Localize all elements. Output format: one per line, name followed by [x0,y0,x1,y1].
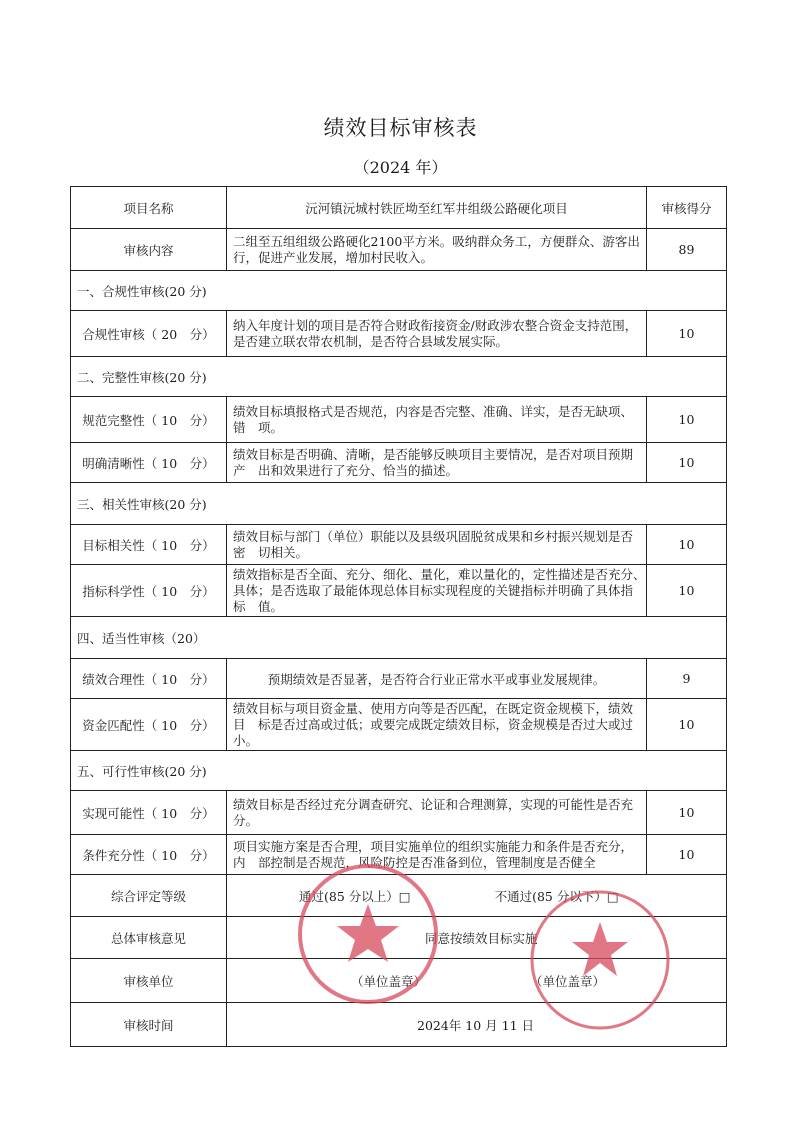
review-content-label: 审核内容 [71,229,227,271]
seal-placeholder: （单位盖章） [351,973,427,989]
criterion-score: 10 [647,311,727,357]
criterion-label: 绩效合理性（ 10 分） [71,659,227,699]
criterion-score: 10 [647,525,727,565]
criterion-row [71,311,727,357]
criterion-text: 预期绩效是否显著，是否符合行业正常水平或事业发展规律。 [227,659,647,699]
review-content-row [71,229,727,271]
criterion-score: 10 [647,397,727,443]
opinion-label: 总体审核意见 [71,917,227,959]
criterion-row [71,443,727,483]
header-row [71,187,727,229]
criterion-row [71,791,727,835]
criterion-label: 资金匹配性（ 10 分） [71,699,227,751]
criterion-text: 绩效指标是否全面、充分、细化、量化，难以量化的，定性描述是否充分、 具体；是否选取了最能体现总体目标实现程度的关键指标并明确了具体指标 值。 [227,565,647,617]
page-title: 绩效目标审核表 [323,116,478,140]
pass-option: 通过(85 分以上）□ [299,888,411,904]
criterion-text: 绩效目标与部门（单位）职能以及县级巩固脱贫成果和乡村振兴规划是否密 切相关。 [227,525,647,565]
criterion-score: 10 [647,791,727,835]
criterion-label: 条件充分性（ 10 分） [71,835,227,875]
criterion-label: 合规性审核（ 20 分） [71,311,227,357]
section-title: 四、适当性审核（20） [71,617,727,659]
section-title: 二、完整性审核(20 分) [71,357,727,397]
seal-placeholder: （单位盖章） [530,973,606,989]
criterion-row [71,565,727,617]
criterion-score: 9 [647,659,727,699]
criterion-label: 明确清晰性（ 10 分） [71,443,227,483]
unit-label: 审核单位 [71,959,227,1003]
criterion-score: 10 [647,699,727,751]
criterion-text: 绩效目标填报格式是否规范，内容是否完整、准确、详实，是否无缺项、错 项。 [227,397,647,443]
criterion-label: 实现可能性（ 10 分） [71,791,227,835]
section-title: 五、可行性审核(20 分) [71,751,727,791]
criterion-row [71,659,727,699]
project-name: 沅河镇沅城村铁匠坳至红军井组级公路硬化项目 [227,187,647,229]
criterion-text: 绩效目标是否经过充分调查研究、论证和合理测算，实现的可能性是否充分。 [227,791,647,835]
criterion-score: 10 [647,835,727,875]
criterion-label: 指标科学性（ 10 分） [71,565,227,617]
criterion-row [71,525,727,565]
criterion-score: 10 [647,443,727,483]
year-label: （2024 年） [353,158,448,177]
section-title: 一、合规性审核(20 分) [71,271,727,311]
total-score: 89 [647,229,727,271]
project-name-label: 项目名称 [71,187,227,229]
criterion-text: 绩效目标是否明确、清晰，是否能够反映项目主要情况，是否对项目预期产 出和效果进行了充分、恰当的描述。 [227,443,647,483]
criterion-text: 绩效目标与项目资金量、使用方向等是否匹配，在既定资金规模下，绩效目 标是否过高或过低；或要完成既定绩效目标，资金规模是否过大或过小。 [227,699,647,751]
review-content-text: 二组至五组组级公路硬化2100平方米。吸纳群众务工，方便群众、游客出行，促进产业发展，增加村民收入。 [227,229,647,271]
agriculture-bureau-seal [528,888,672,1032]
criterion-row [71,699,727,751]
fail-option: 不通过(85 分以下）□ [494,888,619,904]
criterion-row [71,397,727,443]
score-header: 审核得分 [647,187,727,229]
criterion-text: 纳入年度计划的项目是否符合财政衔接资金/财政涉农整合资金支持范围， 是否建立联农带农机制，是否符合县域发展实际。 [227,311,647,357]
finance-bureau-seal [296,862,440,1006]
time-label: 审核时间 [71,1003,227,1047]
criterion-score: 10 [647,565,727,617]
review-date: 2024年 10 月 11 日 [227,1003,727,1047]
rating-label: 综合评定等级 [71,875,227,917]
criterion-text: 项目实施方案是否合理，项目实施单位的组织实施能力和条件是否充分，内 部控制是否规范，风险防控是否准备到位，管理制度是否健全 [227,835,647,875]
criterion-label: 规范完整性（ 10 分） [71,397,227,443]
criterion-label: 目标相关性（ 10 分） [71,525,227,565]
section-title: 三、相关性审核(20 分) [71,483,727,525]
opinion-text: 同意按绩效目标实施 [227,917,727,959]
